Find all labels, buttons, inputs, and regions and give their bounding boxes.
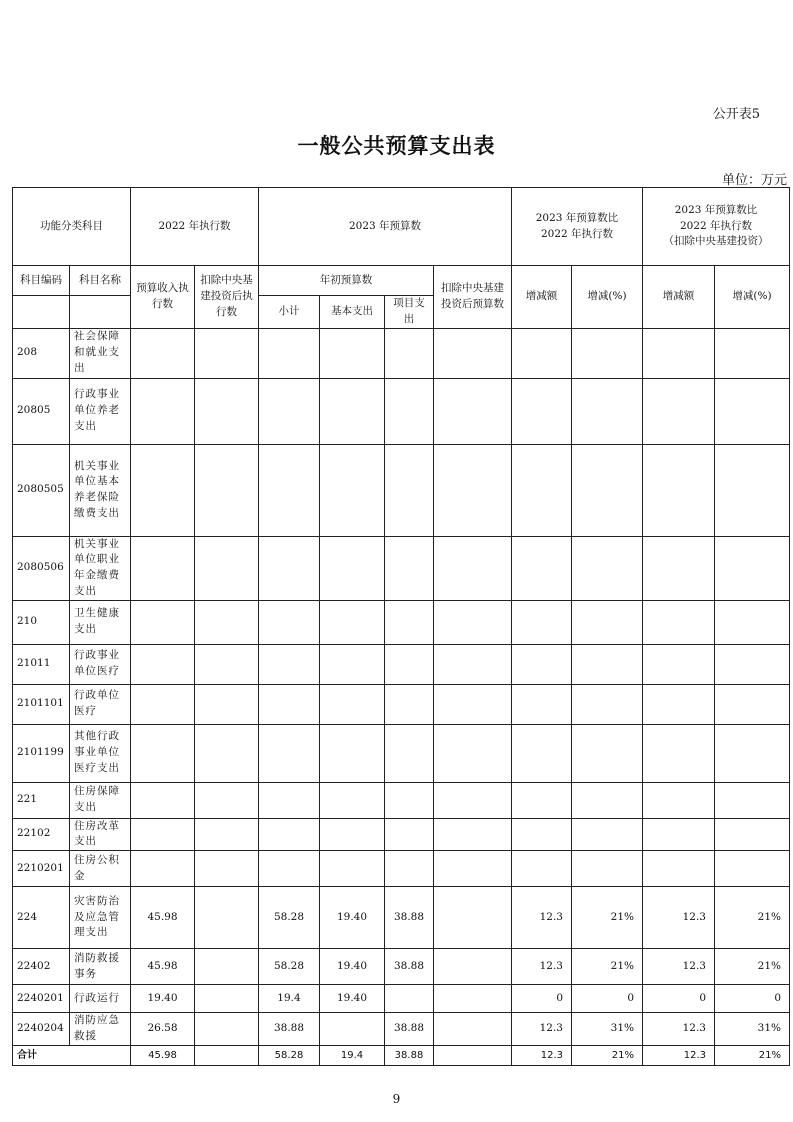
- header-excl-budget: 扣除中央基建投资后预算数: [434, 266, 512, 329]
- table-row: [13, 600, 790, 644]
- total-label: 合计: [13, 1045, 131, 1065]
- cell-basic: [320, 378, 385, 444]
- cell-amt2: 12.3: [643, 1013, 715, 1046]
- cell-income-exec: [131, 818, 195, 851]
- cell-amt1: [512, 851, 572, 887]
- cell-pct2: 0: [715, 985, 790, 1013]
- cell-code: 20805: [13, 378, 70, 444]
- cell-pct1: [572, 818, 643, 851]
- cell-amt1: 12.3: [512, 887, 572, 949]
- cell-income-exec: 26.58: [131, 1013, 195, 1046]
- cell-excl-exec: [195, 328, 259, 378]
- cell-project: [385, 328, 434, 378]
- cell-pct2: [715, 782, 790, 818]
- cell-excl-budget: [434, 378, 512, 444]
- cell-code: 2101199: [13, 724, 70, 782]
- cell-excl-budget: [434, 536, 512, 600]
- cell-excl-exec: [195, 949, 259, 985]
- cell-amt2: [643, 684, 715, 724]
- header-excl-exec: 扣除中央基建投资后执行数: [195, 266, 259, 329]
- cell-subtotal: [259, 851, 320, 887]
- table-row: [13, 851, 790, 887]
- table-row: [13, 818, 790, 851]
- header-basic: 基本支出: [320, 296, 385, 329]
- header-inc-amt-2: 增减额: [643, 266, 715, 329]
- cell-subtotal: [259, 684, 320, 724]
- header-inc-amt-1: 增减额: [512, 266, 572, 329]
- cell-excl-exec: [195, 600, 259, 644]
- cell-amt2: [643, 378, 715, 444]
- cell-project: [385, 536, 434, 600]
- cell-income-exec: [131, 644, 195, 684]
- cell-pct1: [572, 644, 643, 684]
- cell-excl-exec: [195, 818, 259, 851]
- total-subtotal: 58.28: [259, 1045, 320, 1065]
- cell-subtotal: [259, 782, 320, 818]
- cell-amt1: [512, 818, 572, 851]
- total-row: [13, 1045, 790, 1065]
- cell-code: 2101101: [13, 684, 70, 724]
- form-number: 公开表5: [712, 107, 760, 122]
- cell-basic: 19.40: [320, 985, 385, 1013]
- cell-name: 行政事业单位医疗: [70, 644, 131, 684]
- cell-amt2: [643, 536, 715, 600]
- cell-income-exec: 45.98: [131, 887, 195, 949]
- header-project: 项目支出: [385, 296, 434, 329]
- cell-amt1: [512, 536, 572, 600]
- cell-project: [385, 600, 434, 644]
- cell-subtotal: [259, 328, 320, 378]
- cell-name: 灾害防治及应急管理支出: [70, 887, 131, 949]
- cell-income-exec: [131, 328, 195, 378]
- cell-name: 住房公积金: [70, 851, 131, 887]
- header-func-class: 功能分类科目: [13, 188, 131, 266]
- cell-income-exec: [131, 378, 195, 444]
- cell-code: 21011: [13, 644, 70, 684]
- cell-excl-exec: [195, 644, 259, 684]
- cell-amt1: 0: [512, 985, 572, 1013]
- cell-excl-budget: [434, 949, 512, 985]
- cell-income-exec: [131, 600, 195, 644]
- cell-pct1: [572, 328, 643, 378]
- cell-name: 社会保障和就业支出: [70, 328, 131, 378]
- cell-pct2: [715, 818, 790, 851]
- cell-pct2: [715, 724, 790, 782]
- table-row: [13, 724, 790, 782]
- cell-basic: [320, 851, 385, 887]
- cell-income-exec: [131, 536, 195, 600]
- cell-pct2: [715, 851, 790, 887]
- table-row: [13, 328, 790, 378]
- cell-pct2: [715, 600, 790, 644]
- cell-project: [385, 818, 434, 851]
- cell-code: 22402: [13, 949, 70, 985]
- cell-amt1: [512, 328, 572, 378]
- cell-amt2: [643, 444, 715, 536]
- cell-subtotal: [259, 724, 320, 782]
- cell-code: 2210201: [13, 851, 70, 887]
- header-code: 科目编码: [13, 266, 70, 296]
- cell-excl-budget: [434, 328, 512, 378]
- cell-basic: [320, 328, 385, 378]
- cell-amt1: [512, 444, 572, 536]
- table-row: [13, 782, 790, 818]
- cell-pct1: [572, 782, 643, 818]
- cell-project: 38.88: [385, 949, 434, 985]
- cell-excl-exec: [195, 851, 259, 887]
- cell-project: [385, 724, 434, 782]
- cell-excl-exec: [195, 724, 259, 782]
- table-row: [13, 444, 790, 536]
- cell-name: 行政单位医疗: [70, 684, 131, 724]
- page-number: 9: [392, 1092, 401, 1106]
- cell-income-exec: 19.40: [131, 985, 195, 1013]
- cell-code: 224: [13, 887, 70, 949]
- cell-income-exec: [131, 444, 195, 536]
- cell-pct1: 0: [572, 985, 643, 1013]
- cell-project: [385, 985, 434, 1013]
- cell-project: [385, 684, 434, 724]
- total-amt2: 12.3: [643, 1045, 715, 1065]
- header-row-sub: [13, 266, 790, 296]
- cell-subtotal: 58.28: [259, 949, 320, 985]
- cell-pct1: [572, 724, 643, 782]
- total-pct1: 21%: [572, 1045, 643, 1065]
- cell-excl-budget: [434, 887, 512, 949]
- header-inc-pct-1: 增减(%): [572, 266, 643, 329]
- cell-excl-exec: [195, 985, 259, 1013]
- cell-pct2: 21%: [715, 949, 790, 985]
- cell-pct1: [572, 536, 643, 600]
- cell-pct1: [572, 378, 643, 444]
- header-budget-2023: 2023 年预算数: [259, 188, 512, 266]
- cell-amt1: [512, 724, 572, 782]
- cell-amt1: 12.3: [512, 949, 572, 985]
- page-title: 一般公共预算支出表: [297, 134, 496, 158]
- table-row: [13, 378, 790, 444]
- total-basic: 19.4: [320, 1045, 385, 1065]
- cell-amt2: [643, 328, 715, 378]
- cell-pct1: [572, 684, 643, 724]
- cell-excl-exec: [195, 536, 259, 600]
- cell-basic: [320, 444, 385, 536]
- cell-subtotal: 19.4: [259, 985, 320, 1013]
- cell-code: 2080506: [13, 536, 70, 600]
- cell-name: 卫生健康支出: [70, 600, 131, 644]
- cell-excl-budget: [434, 600, 512, 644]
- cell-income-exec: [131, 684, 195, 724]
- cell-code: 2240201: [13, 985, 70, 1013]
- header-blank-cell: [13, 296, 70, 329]
- cell-amt2: 12.3: [643, 887, 715, 949]
- cell-subtotal: [259, 378, 320, 444]
- cell-name: 住房改革支出: [70, 818, 131, 851]
- cell-amt1: 12.3: [512, 1013, 572, 1046]
- cell-name: 机关事业单位基本养老保险缴费支出: [70, 444, 131, 536]
- cell-pct1: [572, 600, 643, 644]
- cell-excl-exec: [195, 782, 259, 818]
- cell-basic: 19.40: [320, 887, 385, 949]
- cell-pct2: [715, 536, 790, 600]
- cell-pct1: 31%: [572, 1013, 643, 1046]
- cell-pct2: [715, 444, 790, 536]
- cell-amt2: 12.3: [643, 949, 715, 985]
- table-row: [13, 949, 790, 985]
- header-initial-budget: 年初预算数: [259, 266, 434, 296]
- cell-code: 208: [13, 328, 70, 378]
- cell-code: 2080505: [13, 444, 70, 536]
- cell-basic: [320, 724, 385, 782]
- header-compare-excl: 2023 年预算数比 2022 年执行数 （扣除中央基建投资）: [643, 188, 790, 266]
- cell-name: 消防应急救援: [70, 1013, 131, 1046]
- total-excl-exec: [195, 1045, 259, 1065]
- cell-income-exec: [131, 782, 195, 818]
- cell-project: [385, 644, 434, 684]
- table-row: [13, 1013, 790, 1046]
- cell-excl-exec: [195, 378, 259, 444]
- cell-name: 行政事业单位养老支出: [70, 378, 131, 444]
- total-pct2: 21%: [715, 1045, 790, 1065]
- cell-subtotal: 38.88: [259, 1013, 320, 1046]
- cell-excl-budget: [434, 782, 512, 818]
- cell-amt1: [512, 644, 572, 684]
- cell-amt1: [512, 684, 572, 724]
- cell-basic: [320, 684, 385, 724]
- table-row: [13, 536, 790, 600]
- budget-table: [12, 187, 790, 1066]
- cell-excl-budget: [434, 818, 512, 851]
- cell-pct2: [715, 684, 790, 724]
- table-row: [13, 985, 790, 1013]
- cell-pct1: 21%: [572, 887, 643, 949]
- cell-amt2: [643, 782, 715, 818]
- header-row-group: [13, 188, 790, 266]
- cell-pct2: [715, 644, 790, 684]
- cell-excl-exec: [195, 887, 259, 949]
- cell-basic: [320, 818, 385, 851]
- cell-basic: [320, 782, 385, 818]
- cell-excl-exec: [195, 1013, 259, 1046]
- cell-basic: [320, 644, 385, 684]
- header-name: 科目名称: [70, 266, 131, 296]
- cell-income-exec: [131, 851, 195, 887]
- cell-pct1: [572, 851, 643, 887]
- cell-subtotal: [259, 644, 320, 684]
- cell-excl-budget: [434, 724, 512, 782]
- cell-project: [385, 444, 434, 536]
- cell-pct2: [715, 378, 790, 444]
- total-amt1: 12.3: [512, 1045, 572, 1065]
- cell-excl-budget: [434, 444, 512, 536]
- cell-name: 住房保障支出: [70, 782, 131, 818]
- cell-basic: 19.40: [320, 949, 385, 985]
- cell-amt1: [512, 600, 572, 644]
- cell-pct2: [715, 328, 790, 378]
- cell-excl-budget: [434, 851, 512, 887]
- cell-subtotal: [259, 444, 320, 536]
- total-income-exec: 45.98: [131, 1045, 195, 1065]
- cell-subtotal: [259, 818, 320, 851]
- cell-code: 2240204: [13, 1013, 70, 1046]
- cell-pct2: 21%: [715, 887, 790, 949]
- cell-name: 消防救援事务: [70, 949, 131, 985]
- cell-subtotal: [259, 536, 320, 600]
- header-blank-cell: [70, 296, 131, 329]
- cell-project: [385, 782, 434, 818]
- cell-amt2: [643, 724, 715, 782]
- cell-amt1: [512, 782, 572, 818]
- cell-amt2: [643, 600, 715, 644]
- total-project: 38.88: [385, 1045, 434, 1065]
- cell-code: 221: [13, 782, 70, 818]
- cell-project: 38.88: [385, 887, 434, 949]
- cell-name: 其他行政事业单位医疗支出: [70, 724, 131, 782]
- cell-basic: [320, 1013, 385, 1046]
- table-row: [13, 887, 790, 949]
- cell-amt1: [512, 378, 572, 444]
- header-compare-exec: 2023 年预算数比 2022 年执行数: [512, 188, 643, 266]
- cell-project: [385, 378, 434, 444]
- cell-excl-budget: [434, 644, 512, 684]
- cell-pct2: 31%: [715, 1013, 790, 1046]
- cell-name: 机关事业单位职业年金缴费支出: [70, 536, 131, 600]
- cell-income-exec: 45.98: [131, 949, 195, 985]
- cell-subtotal: [259, 600, 320, 644]
- cell-project: [385, 851, 434, 887]
- cell-code: 210: [13, 600, 70, 644]
- cell-excl-exec: [195, 684, 259, 724]
- cell-pct1: 21%: [572, 949, 643, 985]
- cell-code: 22102: [13, 818, 70, 851]
- cell-name: 行政运行: [70, 985, 131, 1013]
- total-excl-budget: [434, 1045, 512, 1065]
- cell-excl-budget: [434, 985, 512, 1013]
- cell-pct1: [572, 444, 643, 536]
- cell-amt2: [643, 818, 715, 851]
- cell-basic: [320, 600, 385, 644]
- cell-amt2: [643, 851, 715, 887]
- cell-excl-exec: [195, 444, 259, 536]
- cell-basic: [320, 536, 385, 600]
- table-row: [13, 644, 790, 684]
- header-subtotal: 小计: [259, 296, 320, 329]
- cell-project: 38.88: [385, 1013, 434, 1046]
- cell-amt2: 0: [643, 985, 715, 1013]
- header-inc-pct-2: 增减(%): [715, 266, 790, 329]
- unit-label: 单位：万元: [721, 173, 787, 188]
- table-row: [13, 684, 790, 724]
- header-exec-2022: 2022 年执行数: [131, 188, 259, 266]
- cell-income-exec: [131, 724, 195, 782]
- cell-excl-budget: [434, 1013, 512, 1046]
- cell-excl-budget: [434, 684, 512, 724]
- header-income-exec: 预算收入执行数: [131, 266, 195, 329]
- cell-amt2: [643, 644, 715, 684]
- cell-subtotal: 58.28: [259, 887, 320, 949]
